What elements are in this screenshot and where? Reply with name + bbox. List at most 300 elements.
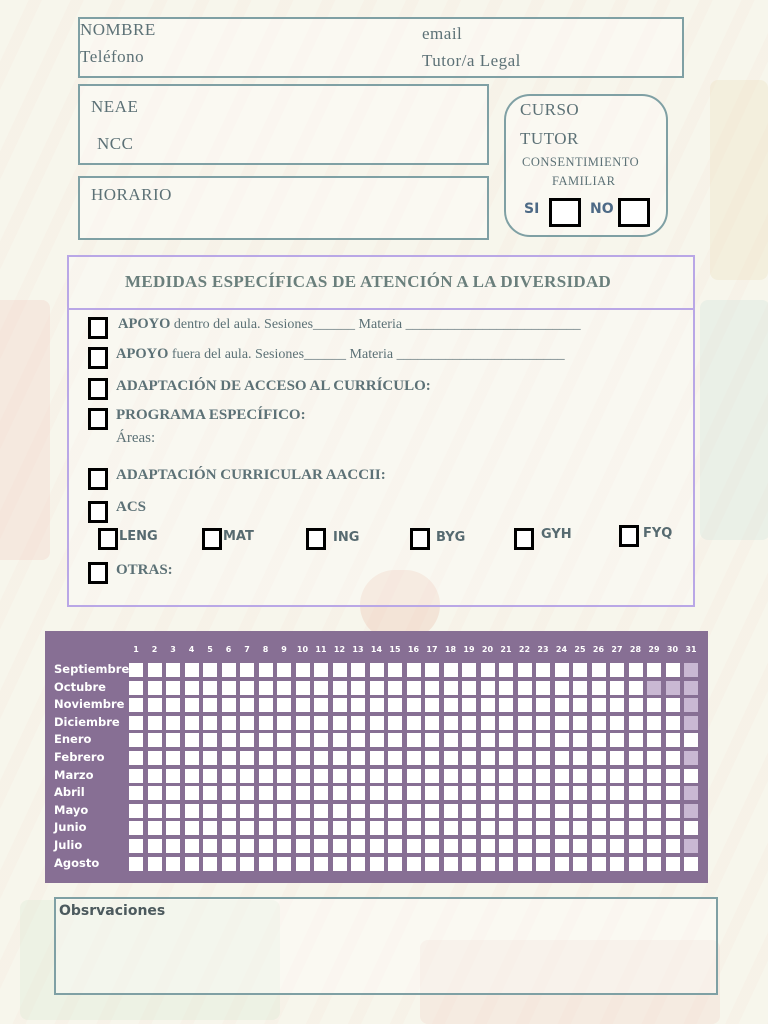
- day-cell[interactable]: [536, 769, 550, 783]
- day-cell[interactable]: [666, 804, 680, 818]
- day-cell[interactable]: [222, 698, 236, 712]
- day-cell[interactable]: [148, 857, 162, 871]
- day-cell[interactable]: [129, 733, 143, 747]
- day-cell[interactable]: [647, 733, 661, 747]
- day-cell[interactable]: [314, 698, 328, 712]
- day-cell[interactable]: [296, 698, 310, 712]
- day-cell[interactable]: [573, 804, 587, 818]
- day-cell[interactable]: [555, 698, 569, 712]
- day-cell[interactable]: [203, 716, 217, 730]
- day-cell[interactable]: [629, 786, 643, 800]
- si-checkbox[interactable]: [549, 198, 581, 227]
- day-cell[interactable]: [277, 804, 291, 818]
- day-cell[interactable]: [684, 769, 698, 783]
- day-cell[interactable]: [203, 839, 217, 853]
- day-cell[interactable]: [185, 663, 199, 677]
- day-cell[interactable]: [499, 857, 513, 871]
- day-cell[interactable]: [296, 786, 310, 800]
- day-cell[interactable]: [444, 857, 458, 871]
- day-cell[interactable]: [259, 804, 273, 818]
- day-cell[interactable]: [277, 786, 291, 800]
- day-cell[interactable]: [444, 751, 458, 765]
- day-cell[interactable]: [240, 698, 254, 712]
- day-cell[interactable]: [536, 786, 550, 800]
- day-cell[interactable]: [481, 857, 495, 871]
- day-cell[interactable]: [518, 733, 532, 747]
- day-cell[interactable]: [481, 786, 495, 800]
- day-cell[interactable]: [425, 857, 439, 871]
- day-cell[interactable]: [407, 821, 421, 835]
- day-cell[interactable]: [555, 857, 569, 871]
- day-cell[interactable]: [129, 698, 143, 712]
- day-cell[interactable]: [333, 681, 347, 695]
- day-cell[interactable]: [555, 821, 569, 835]
- day-cell[interactable]: [610, 857, 624, 871]
- day-cell[interactable]: [481, 663, 495, 677]
- day-cell[interactable]: [203, 733, 217, 747]
- day-cell[interactable]: [314, 821, 328, 835]
- day-cell[interactable]: [351, 786, 365, 800]
- day-cell[interactable]: [481, 733, 495, 747]
- day-cell[interactable]: [647, 716, 661, 730]
- day-cell[interactable]: [555, 733, 569, 747]
- day-cell[interactable]: [592, 786, 606, 800]
- day-cell[interactable]: [518, 698, 532, 712]
- day-cell[interactable]: [647, 857, 661, 871]
- no-checkbox[interactable]: [618, 198, 650, 227]
- day-cell[interactable]: [185, 733, 199, 747]
- day-cell[interactable]: [666, 733, 680, 747]
- day-cell[interactable]: [333, 769, 347, 783]
- day-cell[interactable]: [351, 821, 365, 835]
- day-cell[interactable]: [222, 716, 236, 730]
- day-cell[interactable]: [592, 681, 606, 695]
- day-cell[interactable]: [555, 751, 569, 765]
- day-cell[interactable]: [573, 821, 587, 835]
- day-cell[interactable]: [592, 663, 606, 677]
- day-cell[interactable]: [259, 663, 273, 677]
- day-cell[interactable]: [148, 716, 162, 730]
- day-cell[interactable]: [684, 733, 698, 747]
- day-cell[interactable]: [610, 839, 624, 853]
- day-cell[interactable]: [425, 786, 439, 800]
- day-cell[interactable]: [444, 698, 458, 712]
- day-cell[interactable]: [536, 751, 550, 765]
- day-cell[interactable]: [203, 786, 217, 800]
- day-cell[interactable]: [573, 769, 587, 783]
- day-cell[interactable]: [518, 716, 532, 730]
- day-cell[interactable]: [185, 786, 199, 800]
- day-cell[interactable]: [481, 839, 495, 853]
- day-cell[interactable]: [592, 821, 606, 835]
- day-cell[interactable]: [388, 733, 402, 747]
- apoyo-dentro-checkbox[interactable]: [88, 317, 108, 339]
- day-cell[interactable]: [629, 698, 643, 712]
- day-cell[interactable]: [314, 733, 328, 747]
- day-cell[interactable]: [333, 663, 347, 677]
- day-cell[interactable]: [592, 733, 606, 747]
- day-cell[interactable]: [351, 839, 365, 853]
- day-cell[interactable]: [351, 733, 365, 747]
- day-cell[interactable]: [277, 716, 291, 730]
- day-cell[interactable]: [351, 663, 365, 677]
- day-cell[interactable]: [166, 698, 180, 712]
- day-cell[interactable]: [277, 663, 291, 677]
- day-cell[interactable]: [203, 751, 217, 765]
- day-cell[interactable]: [462, 751, 476, 765]
- day-cell[interactable]: [203, 804, 217, 818]
- day-cell[interactable]: [185, 698, 199, 712]
- day-cell[interactable]: [481, 769, 495, 783]
- day-cell[interactable]: [351, 698, 365, 712]
- day-cell[interactable]: [610, 663, 624, 677]
- day-cell[interactable]: [499, 716, 513, 730]
- day-cell[interactable]: [351, 804, 365, 818]
- day-cell[interactable]: [277, 769, 291, 783]
- day-cell[interactable]: [351, 751, 365, 765]
- day-cell[interactable]: [388, 681, 402, 695]
- day-cell[interactable]: [499, 663, 513, 677]
- day-cell[interactable]: [203, 857, 217, 871]
- day-cell[interactable]: [166, 751, 180, 765]
- day-cell[interactable]: [555, 804, 569, 818]
- day-cell[interactable]: [148, 839, 162, 853]
- day-cell[interactable]: [629, 857, 643, 871]
- day-cell[interactable]: [573, 733, 587, 747]
- day-cell[interactable]: [536, 733, 550, 747]
- day-cell[interactable]: [444, 786, 458, 800]
- day-cell[interactable]: [425, 663, 439, 677]
- day-cell[interactable]: [425, 733, 439, 747]
- day-cell[interactable]: [499, 769, 513, 783]
- day-cell[interactable]: [314, 839, 328, 853]
- day-cell[interactable]: [222, 663, 236, 677]
- day-cell[interactable]: [629, 751, 643, 765]
- day-cell[interactable]: [203, 663, 217, 677]
- day-cell[interactable]: [259, 769, 273, 783]
- day-cell[interactable]: [314, 663, 328, 677]
- day-cell[interactable]: [148, 663, 162, 677]
- day-cell[interactable]: [185, 769, 199, 783]
- day-cell[interactable]: [388, 804, 402, 818]
- day-cell[interactable]: [240, 769, 254, 783]
- day-cell[interactable]: [425, 751, 439, 765]
- day-cell[interactable]: [351, 681, 365, 695]
- day-cell[interactable]: [240, 821, 254, 835]
- day-cell[interactable]: [370, 733, 384, 747]
- day-cell[interactable]: [462, 821, 476, 835]
- day-cell[interactable]: [518, 804, 532, 818]
- day-cell[interactable]: [333, 786, 347, 800]
- day-cell[interactable]: [148, 698, 162, 712]
- day-cell[interactable]: [240, 733, 254, 747]
- day-cell[interactable]: [647, 769, 661, 783]
- day-cell[interactable]: [240, 663, 254, 677]
- day-cell[interactable]: [425, 716, 439, 730]
- day-cell[interactable]: [407, 804, 421, 818]
- day-cell[interactable]: [296, 663, 310, 677]
- day-cell[interactable]: [481, 681, 495, 695]
- day-cell[interactable]: [425, 681, 439, 695]
- day-cell[interactable]: [407, 698, 421, 712]
- day-cell[interactable]: [684, 821, 698, 835]
- day-cell[interactable]: [129, 716, 143, 730]
- day-cell[interactable]: [499, 698, 513, 712]
- day-cell[interactable]: [462, 716, 476, 730]
- day-cell[interactable]: [629, 733, 643, 747]
- day-cell[interactable]: [166, 786, 180, 800]
- day-cell[interactable]: [536, 839, 550, 853]
- day-cell[interactable]: [407, 681, 421, 695]
- day-cell[interactable]: [166, 821, 180, 835]
- day-cell[interactable]: [536, 681, 550, 695]
- day-cell[interactable]: [333, 733, 347, 747]
- day-cell[interactable]: [166, 681, 180, 695]
- day-cell[interactable]: [333, 804, 347, 818]
- day-cell[interactable]: [222, 751, 236, 765]
- day-cell[interactable]: [444, 821, 458, 835]
- observaciones-box[interactable]: [54, 897, 718, 995]
- day-cell[interactable]: [351, 769, 365, 783]
- day-cell[interactable]: [407, 839, 421, 853]
- day-cell[interactable]: [462, 663, 476, 677]
- day-cell[interactable]: [314, 857, 328, 871]
- day-cell[interactable]: [647, 839, 661, 853]
- day-cell[interactable]: [462, 681, 476, 695]
- day-cell[interactable]: [333, 857, 347, 871]
- day-cell[interactable]: [259, 698, 273, 712]
- day-cell[interactable]: [518, 681, 532, 695]
- day-cell[interactable]: [573, 751, 587, 765]
- day-cell[interactable]: [148, 769, 162, 783]
- day-cell[interactable]: [518, 839, 532, 853]
- day-cell[interactable]: [536, 698, 550, 712]
- day-cell[interactable]: [296, 821, 310, 835]
- day-cell[interactable]: [536, 821, 550, 835]
- day-cell[interactable]: [666, 857, 680, 871]
- day-cell[interactable]: [481, 821, 495, 835]
- day-cell[interactable]: [555, 716, 569, 730]
- day-cell[interactable]: [222, 681, 236, 695]
- day-cell[interactable]: [370, 663, 384, 677]
- day-cell[interactable]: [351, 857, 365, 871]
- day-cell[interactable]: [240, 716, 254, 730]
- day-cell[interactable]: [314, 769, 328, 783]
- day-cell[interactable]: [499, 804, 513, 818]
- day-cell[interactable]: [592, 698, 606, 712]
- byg-checkbox[interactable]: [410, 528, 430, 550]
- day-cell[interactable]: [166, 663, 180, 677]
- day-cell[interactable]: [148, 751, 162, 765]
- day-cell[interactable]: [610, 751, 624, 765]
- day-cell[interactable]: [610, 786, 624, 800]
- day-cell[interactable]: [259, 839, 273, 853]
- day-cell[interactable]: [407, 663, 421, 677]
- adaptacion-acceso-checkbox[interactable]: [88, 378, 108, 400]
- day-cell[interactable]: [573, 786, 587, 800]
- day-cell[interactable]: [259, 716, 273, 730]
- day-cell[interactable]: [518, 751, 532, 765]
- day-cell[interactable]: [444, 769, 458, 783]
- day-cell[interactable]: [666, 769, 680, 783]
- apoyo-fuera-checkbox[interactable]: [88, 347, 108, 369]
- day-cell[interactable]: [573, 681, 587, 695]
- day-cell[interactable]: [610, 698, 624, 712]
- day-cell[interactable]: [462, 857, 476, 871]
- day-cell[interactable]: [629, 804, 643, 818]
- day-cell[interactable]: [407, 857, 421, 871]
- day-cell[interactable]: [666, 821, 680, 835]
- day-cell[interactable]: [629, 769, 643, 783]
- day-cell[interactable]: [647, 698, 661, 712]
- day-cell[interactable]: [481, 698, 495, 712]
- leng-checkbox[interactable]: [98, 528, 118, 550]
- day-cell[interactable]: [166, 804, 180, 818]
- day-cell[interactable]: [203, 769, 217, 783]
- day-cell[interactable]: [296, 769, 310, 783]
- day-cell[interactable]: [203, 698, 217, 712]
- day-cell[interactable]: [425, 804, 439, 818]
- day-cell[interactable]: [222, 839, 236, 853]
- day-cell[interactable]: [481, 804, 495, 818]
- day-cell[interactable]: [462, 769, 476, 783]
- day-cell[interactable]: [259, 857, 273, 871]
- day-cell[interactable]: [314, 716, 328, 730]
- day-cell[interactable]: [333, 751, 347, 765]
- day-cell[interactable]: [370, 769, 384, 783]
- day-cell[interactable]: [610, 804, 624, 818]
- day-cell[interactable]: [259, 751, 273, 765]
- day-cell[interactable]: [277, 733, 291, 747]
- day-cell[interactable]: [148, 804, 162, 818]
- day-cell[interactable]: [129, 663, 143, 677]
- day-cell[interactable]: [555, 786, 569, 800]
- day-cell[interactable]: [666, 663, 680, 677]
- day-cell[interactable]: [444, 804, 458, 818]
- day-cell[interactable]: [666, 839, 680, 853]
- aaccii-checkbox[interactable]: [88, 468, 108, 490]
- fyq-checkbox[interactable]: [619, 525, 639, 547]
- day-cell[interactable]: [314, 786, 328, 800]
- day-cell[interactable]: [444, 839, 458, 853]
- day-cell[interactable]: [388, 698, 402, 712]
- day-cell[interactable]: [518, 769, 532, 783]
- day-cell[interactable]: [370, 786, 384, 800]
- day-cell[interactable]: [425, 698, 439, 712]
- day-cell[interactable]: [629, 716, 643, 730]
- day-cell[interactable]: [240, 681, 254, 695]
- day-cell[interactable]: [333, 839, 347, 853]
- day-cell[interactable]: [240, 751, 254, 765]
- day-cell[interactable]: [388, 769, 402, 783]
- day-cell[interactable]: [407, 716, 421, 730]
- day-cell[interactable]: [148, 786, 162, 800]
- day-cell[interactable]: [425, 821, 439, 835]
- day-cell[interactable]: [647, 804, 661, 818]
- day-cell[interactable]: [499, 751, 513, 765]
- day-cell[interactable]: [462, 786, 476, 800]
- day-cell[interactable]: [592, 804, 606, 818]
- otras-checkbox[interactable]: [88, 562, 108, 584]
- day-cell[interactable]: [444, 663, 458, 677]
- day-cell[interactable]: [203, 681, 217, 695]
- day-cell[interactable]: [573, 698, 587, 712]
- day-cell[interactable]: [185, 804, 199, 818]
- day-cell[interactable]: [666, 698, 680, 712]
- day-cell[interactable]: [129, 751, 143, 765]
- day-cell[interactable]: [647, 751, 661, 765]
- day-cell[interactable]: [555, 663, 569, 677]
- day-cell[interactable]: [148, 733, 162, 747]
- day-cell[interactable]: [296, 839, 310, 853]
- day-cell[interactable]: [185, 839, 199, 853]
- day-cell[interactable]: [166, 769, 180, 783]
- day-cell[interactable]: [407, 769, 421, 783]
- day-cell[interactable]: [518, 663, 532, 677]
- day-cell[interactable]: [536, 663, 550, 677]
- day-cell[interactable]: [222, 733, 236, 747]
- day-cell[interactable]: [296, 733, 310, 747]
- day-cell[interactable]: [370, 698, 384, 712]
- day-cell[interactable]: [388, 786, 402, 800]
- day-cell[interactable]: [518, 821, 532, 835]
- day-cell[interactable]: [684, 857, 698, 871]
- day-cell[interactable]: [592, 769, 606, 783]
- day-cell[interactable]: [666, 716, 680, 730]
- day-cell[interactable]: [240, 857, 254, 871]
- day-cell[interactable]: [407, 733, 421, 747]
- day-cell[interactable]: [185, 857, 199, 871]
- day-cell[interactable]: [462, 733, 476, 747]
- day-cell[interactable]: [333, 716, 347, 730]
- mat-checkbox[interactable]: [202, 528, 222, 550]
- day-cell[interactable]: [185, 681, 199, 695]
- day-cell[interactable]: [444, 716, 458, 730]
- day-cell[interactable]: [222, 821, 236, 835]
- day-cell[interactable]: [518, 857, 532, 871]
- day-cell[interactable]: [647, 821, 661, 835]
- day-cell[interactable]: [240, 786, 254, 800]
- day-cell[interactable]: [592, 857, 606, 871]
- day-cell[interactable]: [499, 821, 513, 835]
- day-cell[interactable]: [499, 786, 513, 800]
- day-cell[interactable]: [647, 786, 661, 800]
- day-cell[interactable]: [407, 751, 421, 765]
- day-cell[interactable]: [370, 681, 384, 695]
- day-cell[interactable]: [351, 716, 365, 730]
- day-cell[interactable]: [370, 821, 384, 835]
- day-cell[interactable]: [647, 663, 661, 677]
- day-cell[interactable]: [166, 839, 180, 853]
- day-cell[interactable]: [444, 681, 458, 695]
- day-cell[interactable]: [314, 681, 328, 695]
- day-cell[interactable]: [388, 663, 402, 677]
- day-cell[interactable]: [536, 716, 550, 730]
- day-cell[interactable]: [129, 857, 143, 871]
- day-cell[interactable]: [610, 681, 624, 695]
- day-cell[interactable]: [296, 804, 310, 818]
- day-cell[interactable]: [129, 804, 143, 818]
- day-cell[interactable]: [610, 733, 624, 747]
- day-cell[interactable]: [629, 821, 643, 835]
- day-cell[interactable]: [481, 716, 495, 730]
- day-cell[interactable]: [425, 839, 439, 853]
- day-cell[interactable]: [462, 804, 476, 818]
- day-cell[interactable]: [203, 821, 217, 835]
- day-cell[interactable]: [499, 681, 513, 695]
- day-cell[interactable]: [610, 769, 624, 783]
- day-cell[interactable]: [555, 839, 569, 853]
